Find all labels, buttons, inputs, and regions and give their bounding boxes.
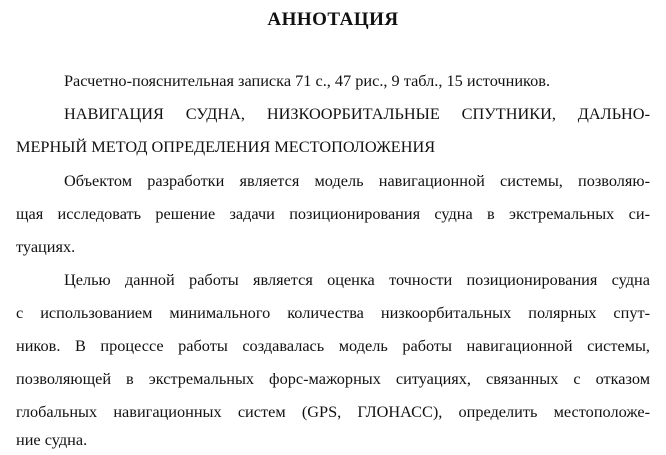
goal-line-3: ников. В процессе работы создавалась модель работы навигационной системы, <box>16 336 650 355</box>
summary-line: Расчетно-пояснительная записка 71 с., 47 рис., 9 табл., 15 источников. <box>64 71 551 90</box>
goal-line-2: с использованием минимального количества низкоорбитальных полярных спут- <box>16 303 650 322</box>
goal-line-6: ние судна. <box>16 430 88 449</box>
object-line-1: Объектом разработки является модель навигационной системы, позволяю- <box>64 171 650 190</box>
goal-line-1: Целью данной работы является оценка точности позиционирования судна <box>64 270 650 289</box>
keywords-line-2: МЕРНЫЙ МЕТОД ОПРЕДЕЛЕНИЯ МЕСТОПОЛОЖЕНИЯ <box>16 137 436 156</box>
object-line-3: туациях. <box>16 237 76 256</box>
goal-line-4: позволяющей в экстремальных форс-мажорных ситуациях, связанных с отказом <box>16 369 650 388</box>
object-line-2: щая исследовать решение задачи позиционирования судна в экстремальных си- <box>16 204 650 223</box>
goal-line-5: глобальных навигационных систем (GPS, ГЛОНАСС), определить местоположе- <box>16 402 650 421</box>
keywords-line-1: НАВИГАЦИЯ СУДНА, НИЗКООРБИТАЛЬНЫЕ СПУТНИКИ, ДАЛЬНО- <box>64 104 650 123</box>
document-title: АННОТАЦИЯ <box>267 9 399 30</box>
